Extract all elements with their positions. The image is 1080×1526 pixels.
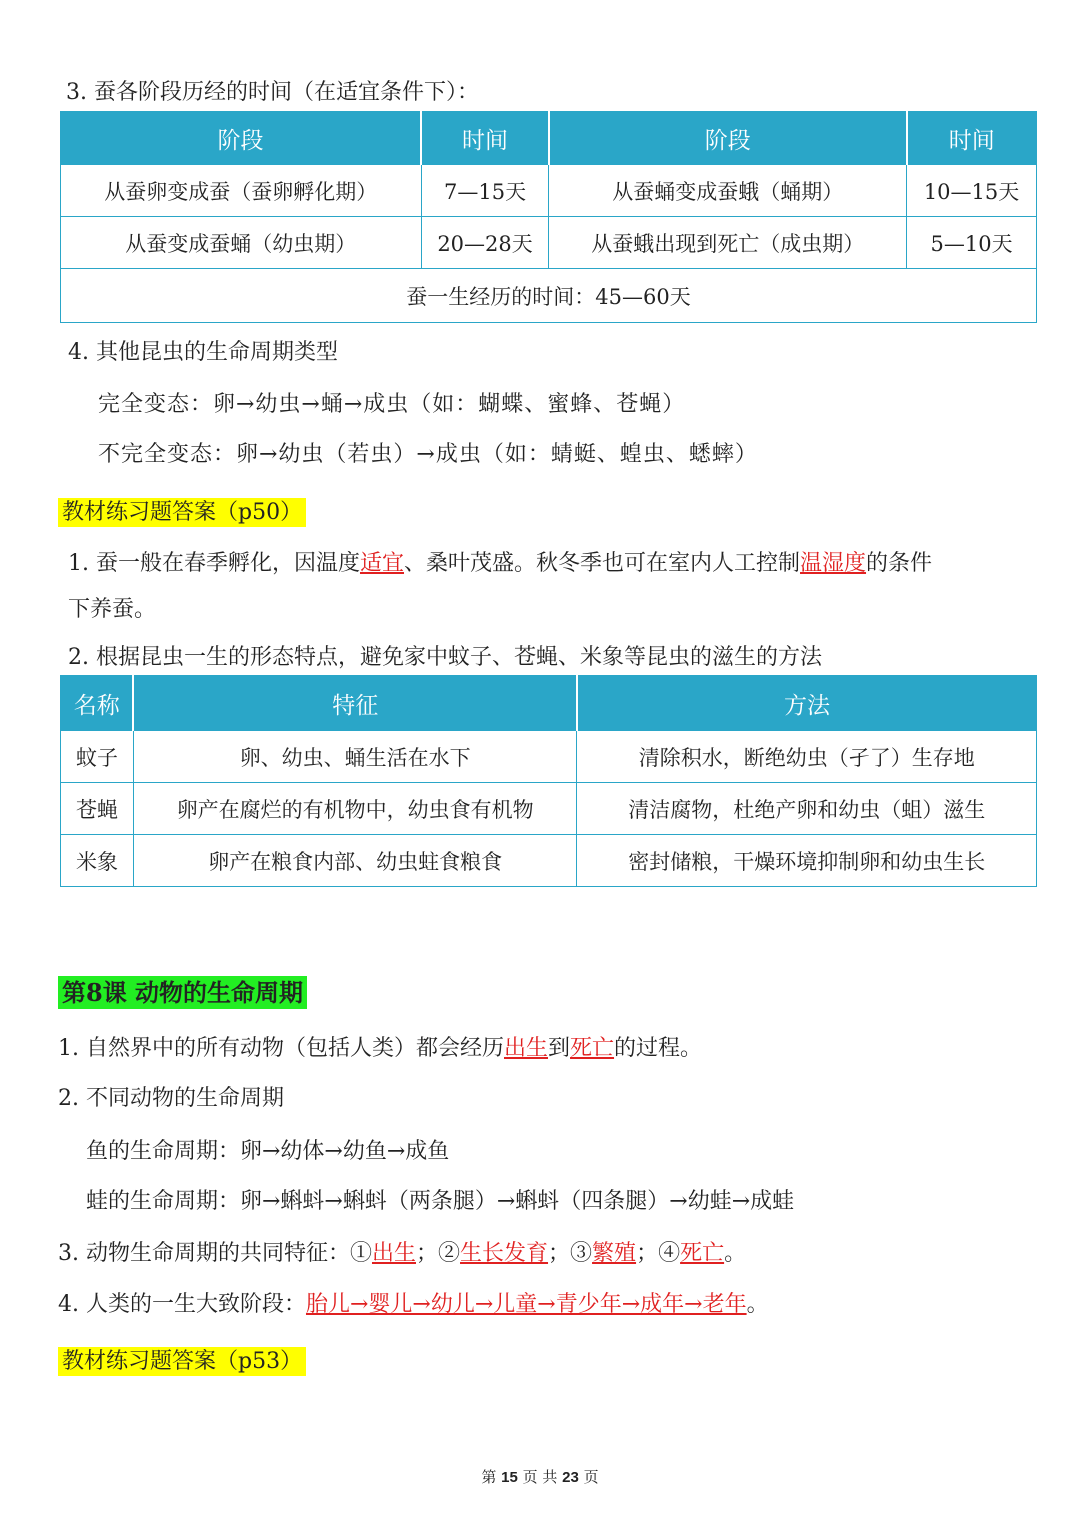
table-cell: 清洁腐物，杜绝产卵和幼虫（蛆）滋生 xyxy=(577,783,1037,835)
answer-key: 死亡 xyxy=(570,1036,615,1061)
point-text: ；② xyxy=(416,1241,461,1266)
table-cell: 米象 xyxy=(61,835,134,887)
col-header-stage-2: 阶段 xyxy=(549,112,907,165)
table-cell: 清除积水，断绝幼虫（孑了）生存地 xyxy=(577,731,1037,783)
point-text: 。 xyxy=(724,1241,747,1266)
answer-2-title: 2. 根据昆虫一生的形态特点，避免家中蚊子、苍蝇、米象等昆虫的滋生的方法 xyxy=(68,645,822,670)
answer-key: 生长发育 xyxy=(460,1241,549,1266)
answer-1 xyxy=(68,549,932,579)
table-cell: 卵产在粮食内部、幼虫蛀食粮食 xyxy=(133,835,577,887)
table-row xyxy=(61,217,1037,269)
table-cell: 从蚕卵变成蚕（蚕卵孵化期） xyxy=(61,165,422,217)
table-cell: 从蚕蛹变成蚕蛾（蛹期） xyxy=(549,165,907,217)
table-cell: 7—15天 xyxy=(421,165,549,217)
lesson-title: 第8课 动物的生命周期 xyxy=(58,976,307,1009)
table-row xyxy=(61,731,1037,783)
footer-text: 页 xyxy=(583,1468,599,1486)
page-number xyxy=(0,1466,1080,1487)
point-text: 到 xyxy=(548,1036,571,1061)
table-cell: 蚊子 xyxy=(61,731,134,783)
point-text: 4. 人类的一生大致阶段： xyxy=(58,1292,306,1317)
lesson-point-4 xyxy=(58,1290,769,1320)
table-cell: 20—28天 xyxy=(421,217,549,269)
table-cell: 卵产在腐烂的有机物中，幼虫食有机物 xyxy=(133,783,577,835)
section-3-title: 3. 蚕各阶段历经的时间（在适宜条件下）： xyxy=(66,80,479,105)
lesson-point-1 xyxy=(58,1034,702,1064)
table-row xyxy=(61,835,1037,887)
table-cell: 从蚕变成蚕蛹（幼虫期） xyxy=(61,217,422,269)
col-header-time-1: 时间 xyxy=(421,112,549,165)
current-page: 15 xyxy=(501,1469,518,1486)
lesson-point-2: 2. 不同动物的生命周期 xyxy=(58,1086,284,1111)
table-cell: 卵、幼虫、蛹生活在水下 xyxy=(133,731,577,783)
answer-text: 、桑叶茂盛。秋冬季也可在室内人工控制 xyxy=(404,551,801,576)
answer-key: 繁殖 xyxy=(592,1241,637,1266)
point-text: 。 xyxy=(746,1292,769,1317)
point-text: 1. 自然界中的所有动物（包括人类）都会经历 xyxy=(58,1036,504,1061)
answer-key: 死亡 xyxy=(680,1241,725,1266)
lesson-point-3 xyxy=(58,1239,746,1269)
table-row xyxy=(61,783,1037,835)
exercise-label: 教材练习题答案（p50） xyxy=(58,498,306,527)
point-text: 3. 动物生命周期的共同特征：① xyxy=(58,1241,372,1266)
answer-key: 出生 xyxy=(504,1036,549,1061)
col-header-name: 名称 xyxy=(61,676,134,731)
answer-text: 1. 蚕一般在春季孵化，因温度 xyxy=(68,551,360,576)
total-time-cell: 蚕一生经历的时间：45—60天 xyxy=(61,269,1037,323)
complete-metamorphosis: 完全变态：卵→幼虫→蛹→成虫（如：蝴蝶、蜜蜂、苍蝇） xyxy=(98,392,686,417)
col-header-method: 方法 xyxy=(577,676,1037,731)
answer-1-cont: 下养蚕。 xyxy=(68,597,157,622)
point-text: ；③ xyxy=(548,1241,593,1266)
col-header-stage-1: 阶段 xyxy=(61,112,422,165)
answer-key: 胎儿→婴儿→幼儿→儿童→青少年→成年→老年 xyxy=(305,1292,747,1317)
col-header-time-2: 时间 xyxy=(907,112,1037,165)
incomplete-metamorphosis: 不完全变态：卵→幼虫（若虫）→成虫（如：蜻蜓、蝗虫、蟋蟀） xyxy=(98,442,758,467)
table-cell: 苍蝇 xyxy=(61,783,134,835)
table-cell: 从蚕蛾出现到死亡（成虫期） xyxy=(549,217,907,269)
footer-text: 页 共 xyxy=(522,1468,558,1486)
insect-prevention-table xyxy=(60,675,1037,887)
point-text: ；④ xyxy=(636,1241,681,1266)
silkworm-stage-table xyxy=(60,111,1037,323)
answer-text: 的条件 xyxy=(866,551,933,576)
exercise-title-p53 xyxy=(58,1347,306,1377)
answer-key: 温湿度 xyxy=(800,551,867,576)
table-cell: 10—15天 xyxy=(907,165,1037,217)
footer-text: 第 xyxy=(481,1468,497,1486)
answer-key: 出生 xyxy=(371,1241,416,1266)
answer-key: 适宜 xyxy=(359,551,404,576)
table-row xyxy=(61,165,1037,217)
table-cell: 5—10天 xyxy=(907,217,1037,269)
point-text: 的过程。 xyxy=(614,1036,703,1061)
exercise-title-p50 xyxy=(58,498,306,528)
table-cell: 密封储粮，干燥环境抑制卵和幼虫生长 xyxy=(577,835,1037,887)
col-header-feature: 特征 xyxy=(133,676,577,731)
frog-life-cycle: 蛙的生命周期：卵→蝌蚪→蝌蚪（两条腿）→蝌蚪（四条腿）→幼蛙→成蛙 xyxy=(86,1189,795,1214)
lesson-8-heading xyxy=(58,978,307,1010)
fish-life-cycle: 鱼的生命周期：卵→幼体→幼鱼→成鱼 xyxy=(86,1139,450,1164)
section-4-title: 4. 其他昆虫的生命周期类型 xyxy=(68,340,338,365)
total-pages: 23 xyxy=(562,1469,579,1486)
exercise-label: 教材练习题答案（p53） xyxy=(58,1347,306,1376)
